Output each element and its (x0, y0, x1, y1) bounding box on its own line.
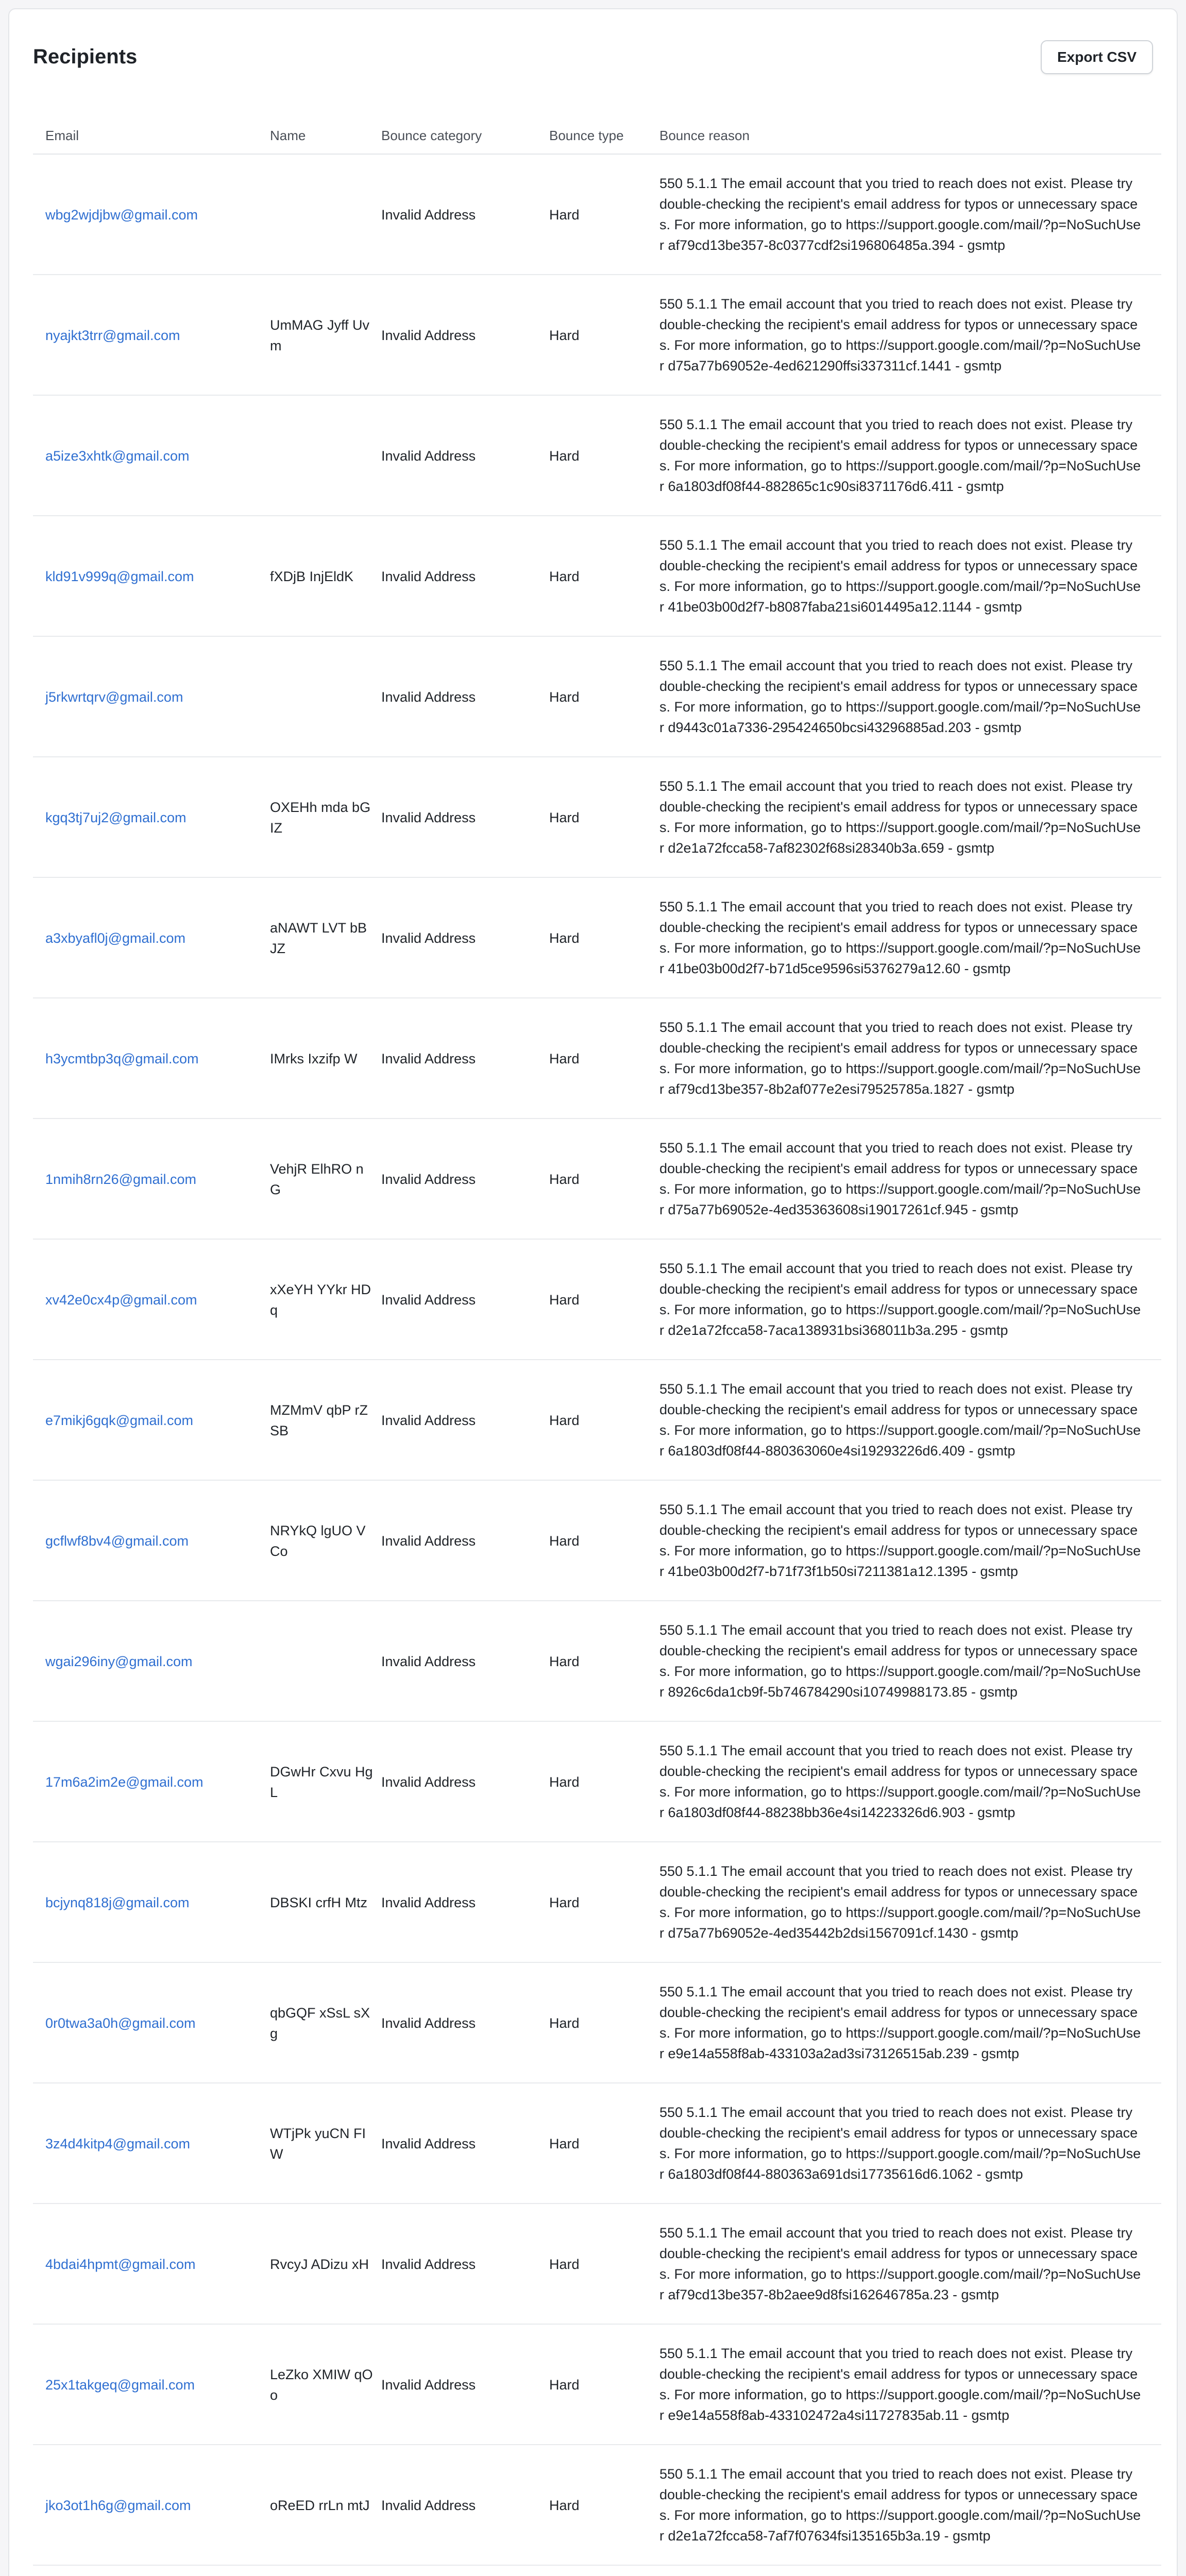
bounce-reason: 550 5.1.1 The email account that you tried to reach does not exist. Please try double-checking the recipient's email address for typos or unnecessary spaces. For more information, go to https://support.google.com/mail/?p=NoSuchUser d9443c01a7336-295424650bcsi43296885ad.203 - gsmtp (659, 658, 1141, 735)
recipient-email-link[interactable]: a5ize3xhtk@gmail.com (45, 448, 190, 464)
bounce-type: Hard (549, 1654, 580, 1669)
recipients-table (33, 120, 1161, 2576)
recipient-name: LeZko XMIW qOo (270, 2367, 373, 2403)
column-header-email[interactable]: Email (45, 128, 79, 143)
bounce-category: Invalid Address (381, 2257, 476, 2272)
table-row (33, 1119, 1161, 1240)
email-cell (45, 2083, 262, 2204)
bounce-type: Hard (549, 207, 580, 223)
recipient-email-link[interactable]: j5rkwrtqrv@gmail.com (45, 689, 183, 705)
email-cell (45, 1360, 262, 1481)
bounce-reason: 550 5.1.1 The email account that you tried to reach does not exist. Please try double-checking the recipient's email address for typos or unnecessary spaces. For more information, go to https://support.google.com/mail/?p=NoSuchUser 6a1803df08f44-880363060e4si19293226d6.409 - gsmtp (659, 1381, 1141, 1459)
bounce-type: Hard (549, 2257, 580, 2272)
bounce-type: Hard (549, 689, 580, 705)
recipient-email-link[interactable]: jko3ot1h6g@gmail.com (45, 2498, 191, 2513)
table-row (33, 1722, 1161, 1842)
bounce-reason: 550 5.1.1 The email account that you tried to reach does not exist. Please try double-checking the recipient's email address for typos or unnecessary spaces. For more information, go to https://support.google.com/mail/?p=NoSuchUser e9e14a558f8ab-433102472a4si11727835ab.11 - gsmtp (659, 2346, 1141, 2423)
bounce-reason: 550 5.1.1 The email account that you tried to reach does not exist. Please try double-checking the recipient's email address for typos or unnecessary spaces. For more information, go to https://support.google.com/mail/?p=NoSuchUser e9e14a558f8ab-433103a2ad3si73126515ab.239 - gsmtp (659, 1984, 1141, 2061)
recipient-name: DGwHr Cxvu HgL (270, 1764, 373, 1800)
table-row (33, 155, 1161, 275)
bounce-type: Hard (549, 448, 580, 464)
recipient-name: DBSKI crfH Mtz (270, 1895, 368, 1910)
bounce-category: Invalid Address (381, 810, 476, 825)
email-cell (45, 998, 262, 1119)
card-header (33, 32, 1153, 78)
table-row (33, 1240, 1161, 1360)
email-cell (45, 2325, 262, 2445)
recipient-name (270, 1601, 373, 1722)
email-cell (45, 1722, 262, 1842)
column-header-bounce-category[interactable]: Bounce category (381, 128, 482, 143)
bounce-category: Invalid Address (381, 2498, 476, 2513)
table-row (33, 2566, 1161, 2576)
bounce-category: Invalid Address (381, 2136, 476, 2151)
bounce-reason: 550 5.1.1 The email account that you tried to reach does not exist. Please try double-checking the recipient's email address for typos or unnecessary spaces. For more information, go to https://support.google.com/mail/?p=NoSuchUser 6a1803df08f44-88238bb36e4si14223326d6.903 - gsmtp (659, 1743, 1141, 1820)
bounce-category: Invalid Address (381, 1172, 476, 1187)
recipient-name (270, 155, 373, 275)
bounce-reason: 550 5.1.1 The email account that you tried to reach does not exist. Please try double-checking the recipient's email address for typos or unnecessary spaces. For more information, go to https://support.google.com/mail/?p=NoSuchUser 41be03b00d2f7-b8087faba21si6014495a12.1144 - gsmtp (659, 537, 1141, 615)
bounce-reason: 550 5.1.1 The email account that you tried to reach does not exist. Please try double-checking the recipient's email address for typos or unnecessary spaces. For more information, go to https://support.google.com/mail/?p=NoSuchUser d2e1a72fcca58-7af7f07634fsi135165b3a.19 - gsmtp (659, 2466, 1141, 2544)
email-cell (45, 155, 262, 275)
bounce-type: Hard (549, 1413, 580, 1428)
bounce-reason: 550 5.1.1 The email account that you tried to reach does not exist. Please try double-checking the recipient's email address for typos or unnecessary spaces. For more information, go to https://support.google.com/mail/?p=NoSuchUser d2e1a72fcca58-7af82302f68si28340b3a.659 - gsmtp (659, 778, 1141, 856)
recipient-name: xXeYH YYkr HDq (270, 1282, 371, 1318)
recipient-email-link[interactable]: 25x1takgeq@gmail.com (45, 2377, 195, 2393)
recipient-email-link[interactable]: 1nmih8rn26@gmail.com (45, 1172, 197, 1187)
bounce-reason: 550 5.1.1 The email account that you tried to reach does not exist. Please try double-checking the recipient's email address for typos or unnecessary spaces. For more information, go to https://support.google.com/mail/?p=NoSuchUser 41be03b00d2f7-b71f73f1b50si7211381a12.1395 - gsmtp (659, 1502, 1141, 1579)
bounce-type: Hard (549, 1051, 580, 1066)
table-row (33, 2445, 1161, 2566)
table-body (33, 155, 1161, 2576)
bounce-category: Invalid Address (381, 689, 476, 705)
email-cell (45, 1119, 262, 1240)
recipients-card (8, 8, 1178, 2576)
email-cell (45, 396, 262, 516)
recipient-email-link[interactable]: gcflwf8bv4@gmail.com (45, 1533, 189, 1549)
bounce-category: Invalid Address (381, 1533, 476, 1549)
bounce-type: Hard (549, 930, 580, 946)
recipient-email-link[interactable]: kgq3tj7uj2@gmail.com (45, 810, 187, 825)
recipient-email-link[interactable]: wgai296iny@gmail.com (45, 1654, 193, 1669)
recipient-email-link[interactable]: 4bdai4hpmt@gmail.com (45, 2257, 196, 2272)
recipient-name: OXEHh mda bGIZ (270, 800, 371, 836)
table-row (33, 1963, 1161, 2083)
email-cell (45, 1601, 262, 1722)
table-row (33, 1842, 1161, 1963)
bounce-reason: 550 5.1.1 The email account that you tried to reach does not exist. Please try double-checking the recipient's email address for typos or unnecessary spaces. For more information, go to https://support.google.com/mail/?p=NoSuchUser af79cd13be357-8c0377cdf2si196806485a.394 - gsmtp (659, 176, 1141, 253)
bounce-category: Invalid Address (381, 2377, 476, 2393)
bounce-category: Invalid Address (381, 569, 476, 584)
bounce-category (381, 2566, 541, 2576)
recipient-email-link[interactable]: nyajkt3trr@gmail.com (45, 328, 180, 343)
table-row (33, 1481, 1161, 1601)
recipient-email-link[interactable]: bcjynq818j@gmail.com (45, 1895, 190, 1910)
bounce-reason: 550 5.1.1 The email account that you tried to reach does not exist. Please try double-checking the recipient's email address for typos or unnecessary spaces. For more information, go to https://support.google.com/mail/?p=NoSuchUser d75a77b69052e-4ed35442b2dsi1567091cf.1430 - gsmtp (659, 1863, 1141, 1941)
bounce-reason: 550 5.1.1 The email account that you tried to reach does not exist. Please try double-checking the recipient's email address for typos or unnecessary spaces. For more information, go to https://support.google.com/mail/?p=NoSuchUser af79cd13be357-8b2af077e2esi79525785a.1827 - gsmtp (659, 1020, 1141, 1097)
bounce-category: Invalid Address (381, 207, 476, 223)
recipient-email-link[interactable]: 17m6a2im2e@gmail.com (45, 1774, 204, 1790)
bounce-type: Hard (549, 2015, 580, 2031)
column-header-bounce-reason[interactable]: Bounce reason (659, 128, 750, 143)
email-cell (45, 757, 262, 878)
table-row (33, 1360, 1161, 1481)
bounce-type: Hard (549, 1172, 580, 1187)
export-csv-button[interactable]: Export CSV (1041, 40, 1153, 74)
recipient-email-link[interactable]: a3xbyafl0j@gmail.com (45, 930, 186, 946)
bounce-reason: 550 5.1.1 The email account that you tried to reach does not exist. Please try double-checking the recipient's email address for typos or unnecessary spaces. For more information, go to https://support.google.com/mail/?p=NoSuchUser 6a1803df08f44-882865c1c90si8371176d6.411 - gsmtp (659, 417, 1141, 494)
recipient-name (270, 2566, 373, 2576)
recipient-name: fXDjB InjEldK (270, 569, 354, 584)
bounce-type: Hard (549, 2498, 580, 2513)
bounce-type: Hard (549, 1292, 580, 1308)
bounce-reason: 550 5.1.1 The email account that you tried to reach does not exist. Please try double-checking the recipient's email address for typos or unnecessary spaces. For more information, go to https://support.google.com/mail/?p=NoSuchUser 6a1803df08f44-880363a691dsi17735616d6.1062 - gsmtp (659, 2105, 1141, 2182)
table-row (33, 396, 1161, 516)
email-cell (45, 878, 262, 998)
recipient-name: RvcyJ ADizu xH (270, 2257, 369, 2272)
recipient-email-link[interactable]: 0r0twa3a0h@gmail.com (45, 2015, 196, 2031)
table-row (33, 878, 1161, 998)
bounce-type: Hard (549, 569, 580, 584)
bounce-type: Hard (549, 1774, 580, 1790)
recipient-name: WTjPk yuCN FIW (270, 2126, 366, 2162)
bounce-reason: 550 5.1.1 The email account that you tried to reach does not exist. Please try double-checking the recipient's email address for typos or unnecessary spaces. For more information, go to https://support.google.com/mail/?p=NoSuchUser d75a77b69052e-4ed35363608si19017261cf.945 - gsmtp (659, 1140, 1141, 1217)
recipient-name: qbGQF xSsL sXg (270, 2005, 370, 2041)
bounce-reason: 550 5.1.1 The email account that you tried to reach does not exist. Please try double-checking the recipient's email address for typos or unnecessary spaces. For more information, go to https://support.google.com/mail/?p=NoSuchUser d2e1a72fcca58-7aca138931bsi368011b3a.295 - gsmtp (659, 1261, 1141, 1338)
table-row (33, 2083, 1161, 2204)
recipient-name: IMrks Ixzifp W (270, 1051, 358, 1066)
table-row (33, 757, 1161, 878)
recipient-email-link[interactable]: h3ycmtbp3q@gmail.com (45, 1051, 199, 1066)
email-cell (45, 637, 262, 757)
recipient-email-link[interactable]: 3z4d4kitp4@gmail.com (45, 2136, 191, 2151)
bounce-type: Hard (549, 810, 580, 825)
recipient-name: oReED rrLn mtJ (270, 2498, 370, 2513)
email-cell (45, 275, 262, 396)
email-cell (45, 2445, 262, 2566)
bounce-category: Invalid Address (381, 2015, 476, 2031)
recipient-name: aNAWT LVT bBJZ (270, 920, 367, 956)
recipient-name: MZMmV qbP rZSB (270, 1402, 368, 1438)
table-row (33, 1601, 1161, 1722)
column-header-name[interactable]: Name (270, 128, 306, 143)
email-cell (45, 1963, 262, 2083)
column-header-bounce-type[interactable]: Bounce type (549, 128, 624, 143)
recipient-email-link[interactable]: kld91v999q@gmail.com (45, 569, 194, 584)
bounce-type: Hard (549, 1533, 580, 1549)
table-header (33, 120, 1161, 155)
recipient-email-link[interactable]: xv42e0cx4p@gmail.com (45, 1292, 197, 1308)
bounce-reason: 550 5.1.1 The email account that you tried to reach does not exist. Please try double-checking the recipient's email address for typos or unnecessary spaces. For more information, go to https://support.google.com/mail/?p=NoSuchUser 8926c6da1cb9f-5b746784290si10749988173.85 - gsmtp (659, 1622, 1141, 1700)
bounce-category: Invalid Address (381, 1774, 476, 1790)
recipient-email-link[interactable]: wbg2wjdjbw@gmail.com (45, 207, 198, 223)
table-row (33, 275, 1161, 396)
bounce-reason: 550 5.1.1 The email account that you tried to reach does not exist. Please try double-checking the recipient's email address for typos or unnecessary spaces. For more information, go to https://support.google.com/mail/?p=NoSuchUser af79cd13be357-8b2aee9d8fsi162646785a.23 - gsmtp (659, 2225, 1141, 2302)
email-cell (45, 2566, 262, 2576)
recipient-name (270, 637, 373, 757)
bounce-category: Invalid Address (381, 930, 476, 946)
bounce-category: Invalid Address (381, 328, 476, 343)
recipient-name (270, 396, 373, 516)
email-cell (45, 2204, 262, 2325)
bounce-reason: 550 5.1.1 The email account that you tried to reach does not exist. Please try double-checking the recipient's email address for typos or unnecessary spaces. For more information, go to https://support.google.com/mail/?p=NoSuchUser 41be03b00d2f7-b71d5ce9596si5376279a12.60 - gsmtp (659, 899, 1141, 976)
page-title: Recipients (33, 45, 138, 68)
table-row (33, 2325, 1161, 2445)
recipient-name: VehjR ElhRO nG (270, 1161, 364, 1197)
bounce-category: Invalid Address (381, 448, 476, 464)
bounce-category: Invalid Address (381, 1413, 476, 1428)
email-cell (45, 1481, 262, 1601)
bounce-category: Invalid Address (381, 1292, 476, 1308)
table-row (33, 637, 1161, 757)
table-row (33, 516, 1161, 637)
table-row (33, 2204, 1161, 2325)
bounce-type: Hard (549, 2136, 580, 2151)
table-row (33, 998, 1161, 1119)
bounce-type: Hard (549, 2377, 580, 2393)
bounce-type: Hard (549, 328, 580, 343)
bounce-reason: 550 5.1.1 The email account that you tried to reach does not exist. Please try double-checking the recipient's email address for typos or unnecessary spaces. For more information, go to https://support.google.com/mail/?p=NoSuchUser d75a77b69052e-4ed621290ffsi337311cf.1441 - gsmtp (659, 296, 1141, 374)
recipient-email-link[interactable]: e7mikj6gqk@gmail.com (45, 1413, 194, 1428)
email-cell (45, 1240, 262, 1360)
bounce-type (549, 2566, 652, 2576)
bounce-category: Invalid Address (381, 1895, 476, 1910)
recipient-name: NRYkQ lgUO VCo (270, 1523, 366, 1559)
email-cell (45, 516, 262, 637)
email-cell (45, 1842, 262, 1963)
bounce-type: Hard (549, 1895, 580, 1910)
bounce-category: Invalid Address (381, 1654, 476, 1669)
bounce-category: Invalid Address (381, 1051, 476, 1066)
recipient-name: UmMAG Jyff Uvm (270, 317, 370, 353)
